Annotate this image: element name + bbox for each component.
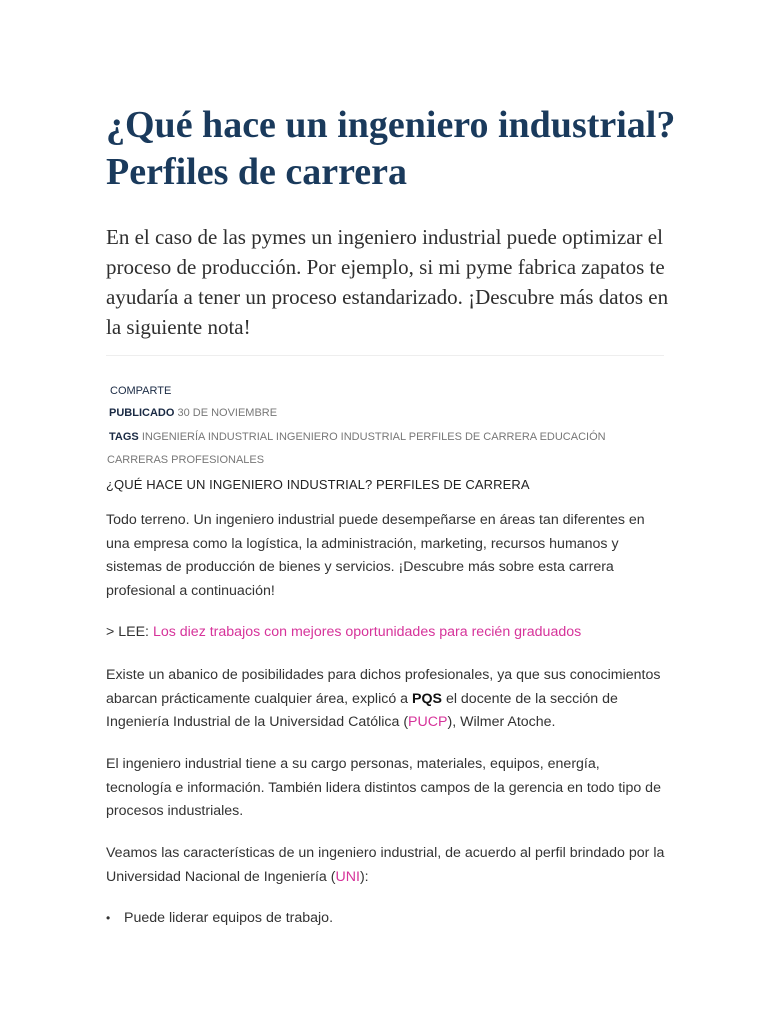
paragraph-text: el docente de la sección de Ingeniería Industrial de la Universidad Católica ( xyxy=(106,690,618,730)
paragraph-text: Veamos las características de un ingeniero industrial, de acuerdo al perfil brindado por la Universidad Nacional de Ingeniería ( xyxy=(106,845,665,885)
paragraph-responsibilities: El ingeniero industrial tiene a su cargo personas, materiales, equipos, energía, tecnología e información. También lidera distintos campos de la gerencia en todo tipo de procesos industriales. xyxy=(106,756,661,819)
paragraph-profile xyxy=(106,842,666,889)
pucp-link[interactable]: PUCP xyxy=(408,714,448,730)
paragraph-text: ): xyxy=(359,868,369,885)
read-more-link[interactable]: Los diez trabajos con mejores oportunidades para recién graduados xyxy=(152,624,582,640)
tag-link[interactable]: PERFILES DE CARRERA xyxy=(408,431,537,443)
published-date: 30 DE NOVIEMBRE xyxy=(177,407,278,419)
paragraph-possibilities xyxy=(106,664,666,735)
read-more-prefix: > LEE: xyxy=(106,624,149,640)
tag-link[interactable]: CARRERAS PROFESIONALES xyxy=(107,454,265,466)
pqs-mention: PQS xyxy=(412,690,442,707)
list-item xyxy=(106,907,333,930)
tag-link[interactable]: INGENIERO INDUSTRIAL xyxy=(275,431,406,443)
article-lead: En el caso de las pymes un ingeniero industrial puede optimizar el proceso de producción. Por ejemplo, si mi pyme fabrica zapatos te ayudaría a tener un proceso estandarizado. ¡Descubre más datos en la siguiente nota! xyxy=(106,225,669,339)
published-row xyxy=(109,402,669,425)
article-title: ¿Qué hace un ingeniero industrial? Perfiles de carrera xyxy=(106,104,676,193)
article-heading: ¿QUÉ HACE UN INGENIERO INDUSTRIAL? PERFILES DE CARRERA xyxy=(106,477,530,492)
tag-link[interactable]: EDUCACIÓN xyxy=(539,431,606,443)
published-label: PUBLICADO xyxy=(109,407,175,419)
read-more-line xyxy=(106,621,666,645)
share-row xyxy=(110,380,670,403)
tags-row xyxy=(107,426,667,472)
paragraph-text: ), Wilmer Atoche. xyxy=(447,714,556,730)
divider xyxy=(106,355,664,356)
characteristics-list xyxy=(106,907,333,930)
bullet-icon: • xyxy=(106,911,111,925)
paragraph-text: Existe un abanico de posibilidades para dichos profesionales, ya que sus conocimientos abarcan prácticamente cualquier área, explicó a xyxy=(106,667,661,707)
share-label[interactable]: COMPARTE xyxy=(110,385,172,397)
tag-link[interactable]: INGENIERÍA INDUSTRIAL xyxy=(141,431,273,443)
paragraph-intro: Todo terreno. Un ingeniero industrial puede desempeñarse en áreas tan diferentes en una empresa como la logística, la administración, marketing, recursos humanos y sistemas de producción de bienes y servicios. ¡Descubre más sobre esta carrera profesional a continuación! xyxy=(106,512,645,599)
list-item-text: Puede liderar equipos de trabajo. xyxy=(124,910,334,926)
uni-link[interactable]: UNI xyxy=(335,868,360,885)
tags-label: TAGS xyxy=(109,431,139,443)
